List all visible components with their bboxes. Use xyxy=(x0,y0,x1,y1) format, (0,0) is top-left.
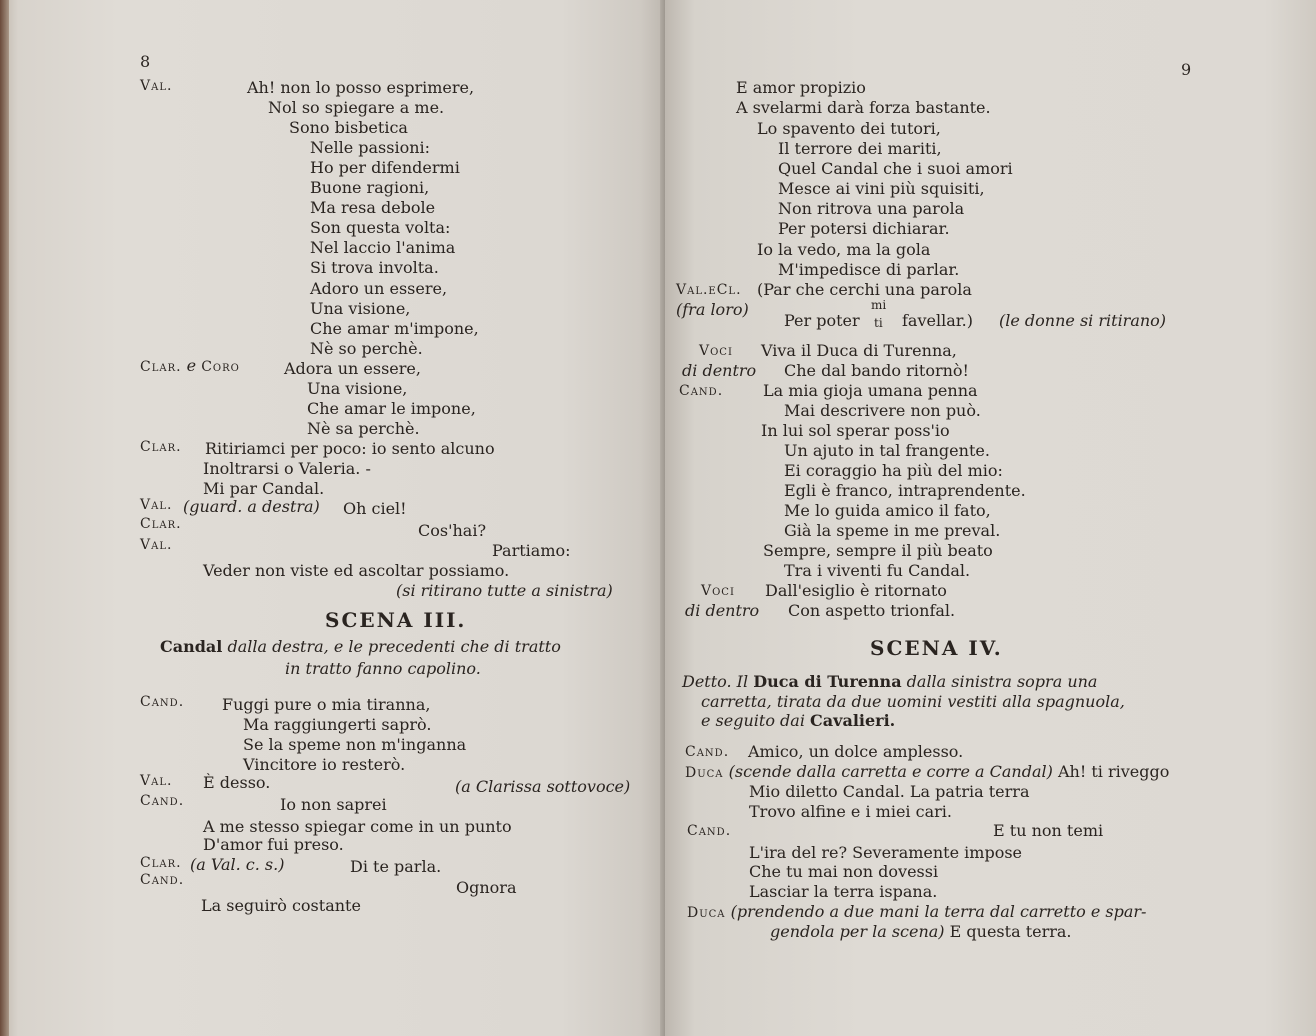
verse-line: Buone ragioni, xyxy=(310,178,430,197)
verse-line: Lo spavento dei tutori, xyxy=(757,119,941,138)
page-number: 9 xyxy=(1181,60,1192,79)
speaker xyxy=(140,356,240,377)
verse-line: Se la speme non m'inganna xyxy=(243,735,467,754)
verse-line: Una visione, xyxy=(307,379,408,398)
right-page xyxy=(665,0,1316,1036)
stage-direction: (a Clarissa sottovoce) xyxy=(455,777,631,796)
verse-line: Ho per difendermi xyxy=(310,158,460,177)
verse-line: E amor propizio xyxy=(736,78,866,97)
verse-line: Egli è franco, intraprendente. xyxy=(784,481,1026,500)
verse-line: La seguirò costante xyxy=(201,896,361,915)
verse-line: E questa terra. xyxy=(949,922,1072,941)
verse-line: Di te parla. xyxy=(350,857,442,876)
speaker-name: Duca xyxy=(685,765,724,781)
verse-line: Partiamo: xyxy=(492,541,571,560)
verse-line: Per potersi dichiarar. xyxy=(778,219,950,238)
scene-description xyxy=(160,637,561,657)
speaker: Clar. xyxy=(140,439,182,455)
verse-line: Ma raggiungerti saprò. xyxy=(243,715,432,734)
verse-line: Nol so spiegare a me. xyxy=(268,98,445,117)
verse-line: Me lo guida amico il fato, xyxy=(784,501,991,520)
verse-line: Vincitore io resterò. xyxy=(243,755,406,774)
verse-line: Che amar m'impone, xyxy=(310,319,479,338)
speaker: Val.eCl. xyxy=(676,282,742,298)
verse-line: Quel Candal che i suoi amori xyxy=(778,159,1013,178)
verse-line: D'amor fui preso. xyxy=(203,835,344,854)
speaker-name: Coro xyxy=(201,359,240,375)
verse-line: Che amar le impone, xyxy=(307,399,476,418)
speech xyxy=(685,762,1169,783)
speaker: Clar. xyxy=(140,516,182,532)
stage-direction: (si ritirano tutte a sinistra) xyxy=(396,581,613,600)
verse-line: Nè sa perchè. xyxy=(307,419,420,438)
verse-line: M'impedisce di parlar. xyxy=(778,260,960,279)
verse-line: Che dal bando ritornò! xyxy=(784,361,969,380)
character-name: Candal xyxy=(160,637,223,656)
verse-line: Adoro un essere, xyxy=(310,279,448,298)
verse-line: Mesce ai vini più squisiti, xyxy=(778,179,985,198)
verse-line: Io la vedo, ma la gola xyxy=(757,240,931,259)
speaker-conj: e xyxy=(186,356,197,375)
verse-line: La mia gioja umana penna xyxy=(763,381,978,400)
speaker: Cand. xyxy=(685,744,730,760)
verse-line: Adora un essere, xyxy=(284,359,421,378)
speaker: Clar. xyxy=(140,855,182,871)
verse-line: Ah! non lo posso esprimere, xyxy=(247,78,475,97)
verse-line: Veder non viste ed ascoltar possiamo. xyxy=(203,561,510,580)
scene-description-text: in tratto fanno capolino. xyxy=(285,659,481,678)
speaker-name: Duca xyxy=(687,905,726,921)
verse-line: Ah! ti riveggo xyxy=(1057,762,1170,781)
verse-line: Nelle passioni: xyxy=(310,138,431,157)
speaker: Val. xyxy=(140,78,173,94)
verse-line: Che tu mai non dovessi xyxy=(749,862,939,881)
stage-direction: (a Val. c. s.) xyxy=(190,855,285,874)
verse-line: Inoltrarsi o Valeria. - xyxy=(203,459,371,478)
verse-line: Viva il Duca di Turenna, xyxy=(761,341,957,360)
stage-direction: gendola per la scena) xyxy=(770,922,945,941)
speaker: Val. xyxy=(140,773,173,789)
verse-line: Non ritrova una parola xyxy=(778,199,965,218)
verse-line: Lasciar la terra ispana. xyxy=(749,882,938,901)
speaker: Cand. xyxy=(140,872,185,888)
verse-line: Nè so perchè. xyxy=(310,339,423,358)
scene-description xyxy=(682,672,1097,692)
verse-line: In lui sol sperar poss'io xyxy=(761,421,950,440)
verse-line: mi xyxy=(871,298,887,312)
speaker: Val. xyxy=(140,497,173,513)
scene-title: SCENA IV. xyxy=(870,636,1003,660)
stage-direction: (fra loro) xyxy=(676,300,749,319)
verse-line: Mi par Candal. xyxy=(203,479,325,498)
book-edge xyxy=(0,0,9,1036)
verse-line: Fuggi pure o mia tiranna, xyxy=(222,695,431,714)
verse-line: Si trova involta. xyxy=(310,258,439,277)
speaker: Voci xyxy=(701,583,735,599)
speaker: Cand. xyxy=(140,694,185,710)
speech xyxy=(687,902,1146,923)
verse-line: Sono bisbetica xyxy=(289,118,408,137)
verse-line: Mai descrivere non può. xyxy=(784,401,981,420)
speaker: Cand. xyxy=(679,383,724,399)
verse-line: Con aspetto trionfal. xyxy=(788,601,956,620)
verse-line: A me stesso spiegar come in un punto xyxy=(203,817,512,836)
stage-direction: (prendendo a due mani la terra dal carretto e spar- xyxy=(730,902,1147,921)
scene-title: SCENA III. xyxy=(325,608,467,632)
verse-line: Cos'hai? xyxy=(418,521,487,540)
character-name: Duca di Turenna xyxy=(753,672,902,691)
scene-description-text: e seguito dai xyxy=(701,711,805,730)
verse-line: È desso. xyxy=(203,773,271,792)
verse-line: Amico, un dolce amplesso. xyxy=(748,742,964,761)
verse-line: Trovo alfine e i miei cari. xyxy=(749,802,952,821)
character-name: Cavalieri. xyxy=(810,711,896,730)
verse-line: favellar.) xyxy=(902,311,973,330)
scene-description-text: Detto. Il xyxy=(682,672,749,691)
verse-line: Già la speme in me preval. xyxy=(784,521,1001,540)
verse-line: A svelarmi darà forza bastante. xyxy=(736,98,991,117)
stage-direction: (guard. a destra) xyxy=(183,497,320,516)
stage-direction: di dentro xyxy=(685,601,760,620)
verse-line: Ognora xyxy=(456,878,517,897)
stage-direction: (scende dalla carretta e corre a Candal) xyxy=(728,762,1053,781)
verse-line: Un ajuto in tal frangente. xyxy=(784,441,990,460)
scene-description xyxy=(701,711,895,731)
speech xyxy=(770,922,1072,942)
verse-line: Mio diletto Candal. La patria terra xyxy=(749,782,1030,801)
verse-line: Nel laccio l'anima xyxy=(310,238,456,257)
speaker-name: Clar. xyxy=(140,359,182,375)
verse-line: Ma resa debole xyxy=(310,198,436,217)
verse-line: Tra i viventi fu Candal. xyxy=(784,561,971,580)
verse-line: Una visione, xyxy=(310,299,411,318)
verse-line: Son questa volta: xyxy=(310,218,451,237)
page-number: 8 xyxy=(140,52,151,71)
verse-line: Per poter xyxy=(784,311,860,330)
verse-line: Ei coraggio ha più del mio: xyxy=(784,461,1003,480)
verse-line: Sempre, sempre il più beato xyxy=(763,541,993,560)
speaker: Cand. xyxy=(687,823,732,839)
speaker: Val. xyxy=(140,537,173,553)
speaker: Cand. xyxy=(140,793,185,809)
stage-direction: (le donne si ritirano) xyxy=(999,311,1167,330)
verse-line: L'ira del re? Severamente impose xyxy=(749,843,1023,862)
verse-line: Il terrore dei mariti, xyxy=(778,139,942,158)
verse-line: Dall'esiglio è ritornato xyxy=(765,581,947,600)
stage-direction: di dentro xyxy=(682,361,757,380)
speaker: Voci xyxy=(699,343,733,359)
verse-line: Io non saprei xyxy=(280,795,387,814)
verse-line: (Par che cerchi una parola xyxy=(757,280,972,299)
verse-line: E tu non temi xyxy=(993,821,1104,840)
scene-description-text: carretta, tirata da due uomini vestiti alla spagnuola, xyxy=(701,692,1125,711)
verse-line: Oh ciel! xyxy=(343,499,407,518)
scene-description-text: dalla destra, e le precedenti che di tratto xyxy=(227,637,561,656)
scene-description-text: dalla sinistra sopra una xyxy=(906,672,1098,691)
verse-line: Ritiriamci per poco: io sento alcuno xyxy=(205,439,495,458)
verse-line: ti xyxy=(874,316,883,330)
